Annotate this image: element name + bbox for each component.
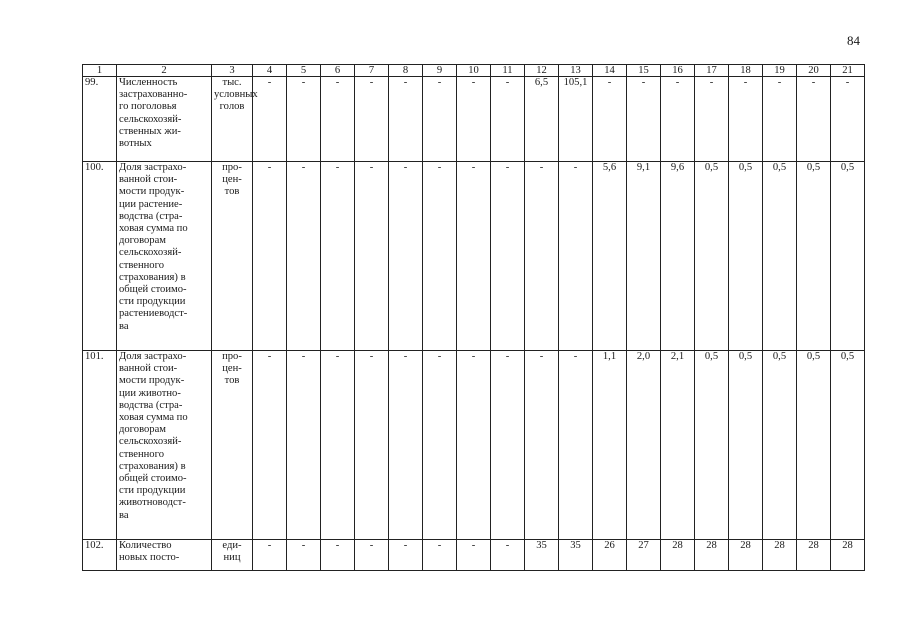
value-cell: - — [389, 351, 423, 540]
value-cell: - — [287, 540, 321, 571]
unit-line: ниц — [223, 552, 241, 564]
indicator-name-line: страхования) в — [119, 271, 186, 283]
value-cell: - — [423, 540, 457, 571]
value-cell: - — [423, 162, 457, 351]
column-header: 3 — [212, 65, 253, 77]
column-header: 10 — [457, 65, 491, 77]
indicator-name-line: договорам — [119, 235, 166, 247]
value-cell: - — [729, 77, 763, 162]
value-cell: 0,5 — [695, 162, 729, 351]
column-header: 14 — [593, 65, 627, 77]
indicator-name-line: сельскохозяй- — [119, 247, 182, 259]
unit-line: тов — [224, 186, 240, 198]
indicator-name-line: новых посто- — [119, 552, 180, 564]
column-header: 13 — [559, 65, 593, 77]
indicator-name-line: го поголовья — [119, 101, 177, 113]
value-cell: 0,5 — [797, 351, 831, 540]
unit-of-measure — [212, 540, 253, 571]
value-cell: - — [287, 351, 321, 540]
header-row — [83, 65, 865, 77]
value-cell: - — [525, 162, 559, 351]
indicator-name-line: сти продукции — [119, 485, 186, 497]
column-header: 2 — [117, 65, 212, 77]
value-cell: - — [457, 540, 491, 571]
column-header: 4 — [253, 65, 287, 77]
value-cell: - — [831, 77, 865, 162]
indicator-name-line: вотных — [119, 138, 152, 150]
unit-of-measure — [212, 351, 253, 540]
unit-line: цен- — [222, 363, 242, 375]
value-cell: 2,0 — [627, 351, 661, 540]
indicator-name-line: мости продук- — [119, 375, 185, 387]
indicator-name-line: Количество — [119, 540, 172, 551]
value-cell: 5,6 — [593, 162, 627, 351]
indicator-name-line: Доля застрахо- — [119, 351, 187, 362]
unit-line: еди- — [222, 540, 242, 551]
value-cell: - — [491, 351, 525, 540]
indicator-name — [117, 162, 212, 351]
indicator-name — [117, 77, 212, 162]
row-number: 100. — [83, 162, 117, 351]
indicator-name-line: ванной стои- — [119, 363, 178, 375]
value-cell: 28 — [695, 540, 729, 571]
indicator-name-line: ва — [119, 320, 129, 332]
indicator-name — [117, 351, 212, 540]
value-cell: 1,1 — [593, 351, 627, 540]
unit-line: условных — [214, 89, 258, 101]
column-header: 18 — [729, 65, 763, 77]
value-cell: - — [389, 77, 423, 162]
value-cell: 105,1 — [559, 77, 593, 162]
table-row — [83, 351, 865, 540]
value-cell: - — [695, 77, 729, 162]
indicator-name-line: мости продук- — [119, 186, 185, 198]
value-cell: - — [525, 351, 559, 540]
unit-of-measure — [212, 77, 258, 162]
indicator-name-line: водства (стра- — [119, 399, 183, 411]
column-header: 19 — [763, 65, 797, 77]
unit-line: про- — [222, 162, 242, 173]
indicator-table — [82, 64, 865, 571]
value-cell: 0,5 — [763, 351, 797, 540]
column-header: 8 — [389, 65, 423, 77]
value-cell: - — [593, 77, 627, 162]
value-cell: 28 — [797, 540, 831, 571]
value-cell: - — [321, 351, 355, 540]
value-cell: - — [253, 162, 287, 351]
value-cell: 35 — [559, 540, 593, 571]
value-cell: 9,1 — [627, 162, 661, 351]
indicator-name-line: ции животно- — [119, 387, 181, 399]
indicator-name-line: страхования) в — [119, 460, 186, 472]
value-cell: 0,5 — [695, 351, 729, 540]
indicator-name-line: ховая сумма по — [119, 412, 188, 424]
value-cell: - — [457, 77, 491, 162]
value-cell: 0,5 — [729, 351, 763, 540]
unit-of-measure — [212, 162, 253, 351]
value-cell: - — [321, 162, 355, 351]
indicator-name-line: ции растение- — [119, 198, 183, 210]
column-header: 6 — [321, 65, 355, 77]
table-row — [83, 540, 865, 571]
indicator-name-line: общей стоимо- — [119, 473, 187, 485]
unit-line: цен- — [222, 174, 242, 186]
row-number: 101. — [83, 351, 117, 540]
value-cell: 28 — [729, 540, 763, 571]
column-header: 15 — [627, 65, 661, 77]
value-cell: - — [253, 351, 287, 540]
page-number: 84 — [847, 33, 860, 48]
value-cell: - — [457, 351, 491, 540]
indicator-name-line: Численность — [119, 77, 178, 88]
value-cell: - — [389, 162, 423, 351]
value-cell: 6,5 — [525, 77, 559, 162]
value-cell: 0,5 — [763, 162, 797, 351]
value-cell: 0,5 — [831, 162, 865, 351]
value-cell: - — [355, 77, 389, 162]
column-header: 5 — [287, 65, 321, 77]
column-header: 7 — [355, 65, 389, 77]
value-cell: - — [559, 162, 593, 351]
value-cell: - — [423, 351, 457, 540]
value-cell: 0,5 — [797, 162, 831, 351]
indicator-name-line: ственного — [119, 448, 164, 460]
indicator-name-line: сельскохозяй- — [119, 436, 182, 448]
value-cell: 9,6 — [661, 162, 695, 351]
unit-line: про- — [222, 351, 242, 362]
value-cell: 28 — [763, 540, 797, 571]
value-cell: 0,5 — [831, 351, 865, 540]
indicator-name-line: животноводст- — [119, 497, 186, 509]
indicator-name-line: ственного — [119, 259, 164, 271]
column-header: 17 — [695, 65, 729, 77]
value-cell: - — [321, 77, 355, 162]
value-cell: - — [491, 77, 525, 162]
indicator-name-line: растениеводст- — [119, 308, 188, 320]
value-cell: 28 — [831, 540, 865, 571]
value-cell: - — [389, 540, 423, 571]
column-header: 1 — [83, 65, 117, 77]
unit-line: тов — [224, 375, 240, 387]
table-row — [83, 77, 865, 162]
value-cell: - — [661, 77, 695, 162]
column-header: 21 — [831, 65, 865, 77]
value-cell: 27 — [627, 540, 661, 571]
value-cell: - — [287, 162, 321, 351]
indicator-name-line: общей стоимо- — [119, 284, 187, 296]
column-header: 16 — [661, 65, 695, 77]
value-cell: - — [559, 351, 593, 540]
value-cell: 2,1 — [661, 351, 695, 540]
value-cell: - — [423, 77, 457, 162]
indicator-name-line: сельскохозяй- — [119, 113, 182, 125]
indicator-name-line: застрахованно- — [119, 89, 188, 101]
value-cell: - — [355, 540, 389, 571]
indicator-name — [117, 540, 212, 571]
value-cell: - — [491, 540, 525, 571]
indicator-name-line: сти продукции — [119, 296, 186, 308]
value-cell: - — [491, 162, 525, 351]
unit-line: голов — [219, 101, 245, 113]
indicator-name-line: ховая сумма по — [119, 223, 188, 235]
value-cell: - — [355, 351, 389, 540]
indicator-name-line: Доля застрахо- — [119, 162, 187, 173]
column-header: 20 — [797, 65, 831, 77]
indicator-name-line: договорам — [119, 424, 166, 436]
value-cell: 35 — [525, 540, 559, 571]
column-header: 11 — [491, 65, 525, 77]
value-cell: - — [627, 77, 661, 162]
row-number: 102. — [83, 540, 117, 571]
indicator-name-line: ванной стои- — [119, 174, 178, 186]
indicator-name-line: водства (стра- — [119, 210, 183, 222]
unit-line: тыс. — [222, 77, 242, 88]
row-number: 99. — [83, 77, 117, 162]
value-cell: 26 — [593, 540, 627, 571]
value-cell: - — [763, 77, 797, 162]
value-cell: - — [797, 77, 831, 162]
column-header: 12 — [525, 65, 559, 77]
value-cell: - — [253, 77, 287, 162]
indicator-name-line: ственных жи- — [119, 125, 181, 137]
value-cell: - — [253, 540, 287, 571]
value-cell: 0,5 — [729, 162, 763, 351]
value-cell: - — [355, 162, 389, 351]
table-row — [83, 162, 865, 351]
indicator-name-line: ва — [119, 509, 129, 521]
value-cell: - — [321, 540, 355, 571]
value-cell: - — [457, 162, 491, 351]
value-cell: 28 — [661, 540, 695, 571]
column-header: 9 — [423, 65, 457, 77]
value-cell: - — [287, 77, 321, 162]
